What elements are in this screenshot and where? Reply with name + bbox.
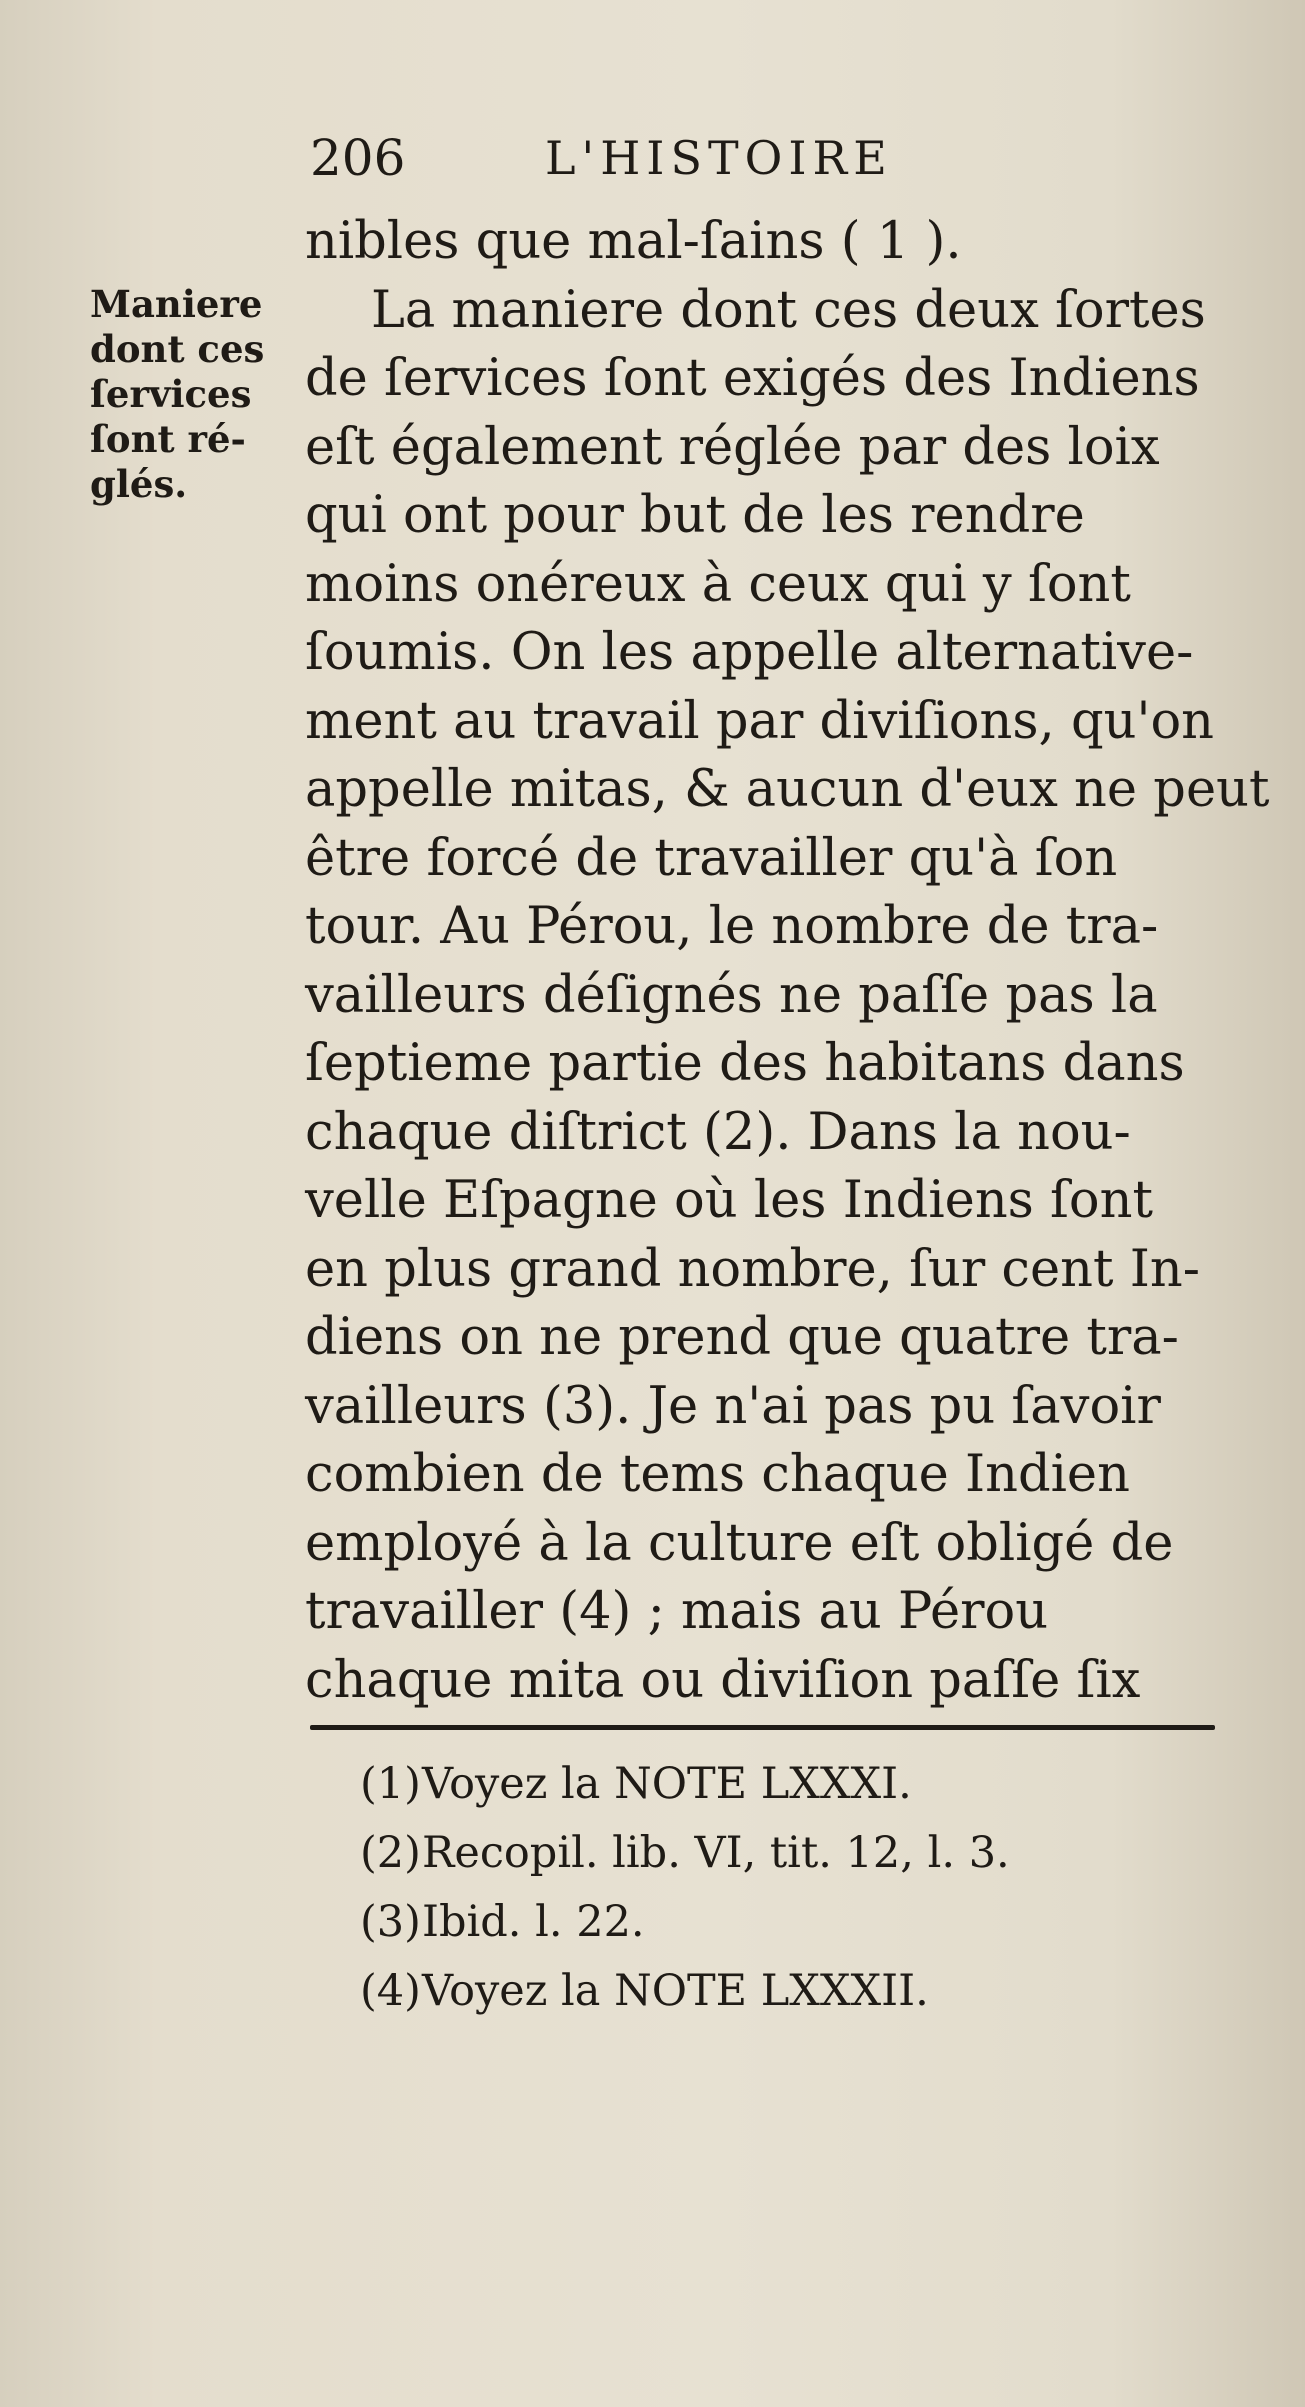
margin-note-line: glés. <box>90 462 188 506</box>
text-line: être forcé de travailler qu'à ſon <box>305 828 1118 888</box>
text-line: diens on ne prend que quatre tra- <box>305 1308 1179 1367</box>
text-line: La maniere dont ces deux ſortes <box>371 280 1206 340</box>
running-head: L'HISTOIRE <box>545 131 893 185</box>
text-line: appelle mitas, & aucun d'eux ne peut <box>305 760 1270 819</box>
text-line: qui ont pour but de les rendre <box>305 486 1085 545</box>
footnote-text: Recopil. lib. VI, tit. 12, l. 3. <box>422 1828 1010 1878</box>
footnote <box>360 1819 1220 1888</box>
text-line: ſoumis. On les appelle alternative- <box>305 623 1194 682</box>
text-line: de ſervices ſont exigés des Indiens <box>305 349 1200 408</box>
text-line: tour. Au Pérou, le nombre de tra- <box>305 897 1159 956</box>
page-number: 206 <box>310 129 406 187</box>
footnote-number: (3) <box>360 1897 421 1947</box>
footnote-number: (2) <box>360 1828 421 1878</box>
text-line: velle Eſpagne où les Indiens ſont <box>305 1171 1153 1230</box>
text-line: vailleurs déſignés ne paſſe pas la <box>305 965 1158 1025</box>
text-line: nibles que mal-ſains ( 1 ). <box>305 212 962 271</box>
text-line: ment au travail par diviſions, qu'on <box>305 691 1215 751</box>
body-text <box>305 208 1270 1715</box>
margin-note-line: Maniere <box>90 282 263 326</box>
page-header <box>310 128 1010 188</box>
text-line: en plus grand nombre, ſur cent In- <box>305 1239 1200 1299</box>
margin-note-line: ſervices <box>90 372 252 416</box>
footnote <box>360 1750 1220 1819</box>
footnote-rule <box>310 1725 1215 1730</box>
text-line: employé à la culture eſt obligé de <box>305 1513 1174 1573</box>
text-line: eſt également réglée par des loix <box>305 417 1160 477</box>
footnote <box>360 1888 1220 1957</box>
footnote-text: Voyez la NOTE LXXXII. <box>422 1966 929 2016</box>
text-line: moins onéreux à ceux qui y ſont <box>305 554 1131 614</box>
text-line: chaque diſtrict (2). Dans la nou- <box>305 1102 1131 1162</box>
text-line: travailler (4) ; mais au Pérou <box>305 1582 1049 1641</box>
footnote-number: (1) <box>360 1759 421 1809</box>
margin-note-line: ſont ré- <box>90 417 246 461</box>
margin-note-line: dont ces <box>90 327 265 371</box>
footnote-text: Voyez la NOTE LXXXI. <box>422 1759 912 1809</box>
margin-note <box>90 282 315 507</box>
text-line: vailleurs (3). Je n'ai pas pu ſavoir <box>305 1376 1161 1436</box>
footnote-text: Ibid. l. 22. <box>422 1897 645 1947</box>
text-line: ſeptieme partie des habitans dans <box>305 1034 1185 1093</box>
footnote-number: (4) <box>360 1966 421 2016</box>
footnote <box>360 1957 1220 2026</box>
text-line: chaque mita ou diviſion paſſe ſix <box>305 1650 1141 1710</box>
text-line: combien de tems chaque Indien <box>305 1445 1130 1504</box>
footnotes <box>360 1750 1220 2026</box>
